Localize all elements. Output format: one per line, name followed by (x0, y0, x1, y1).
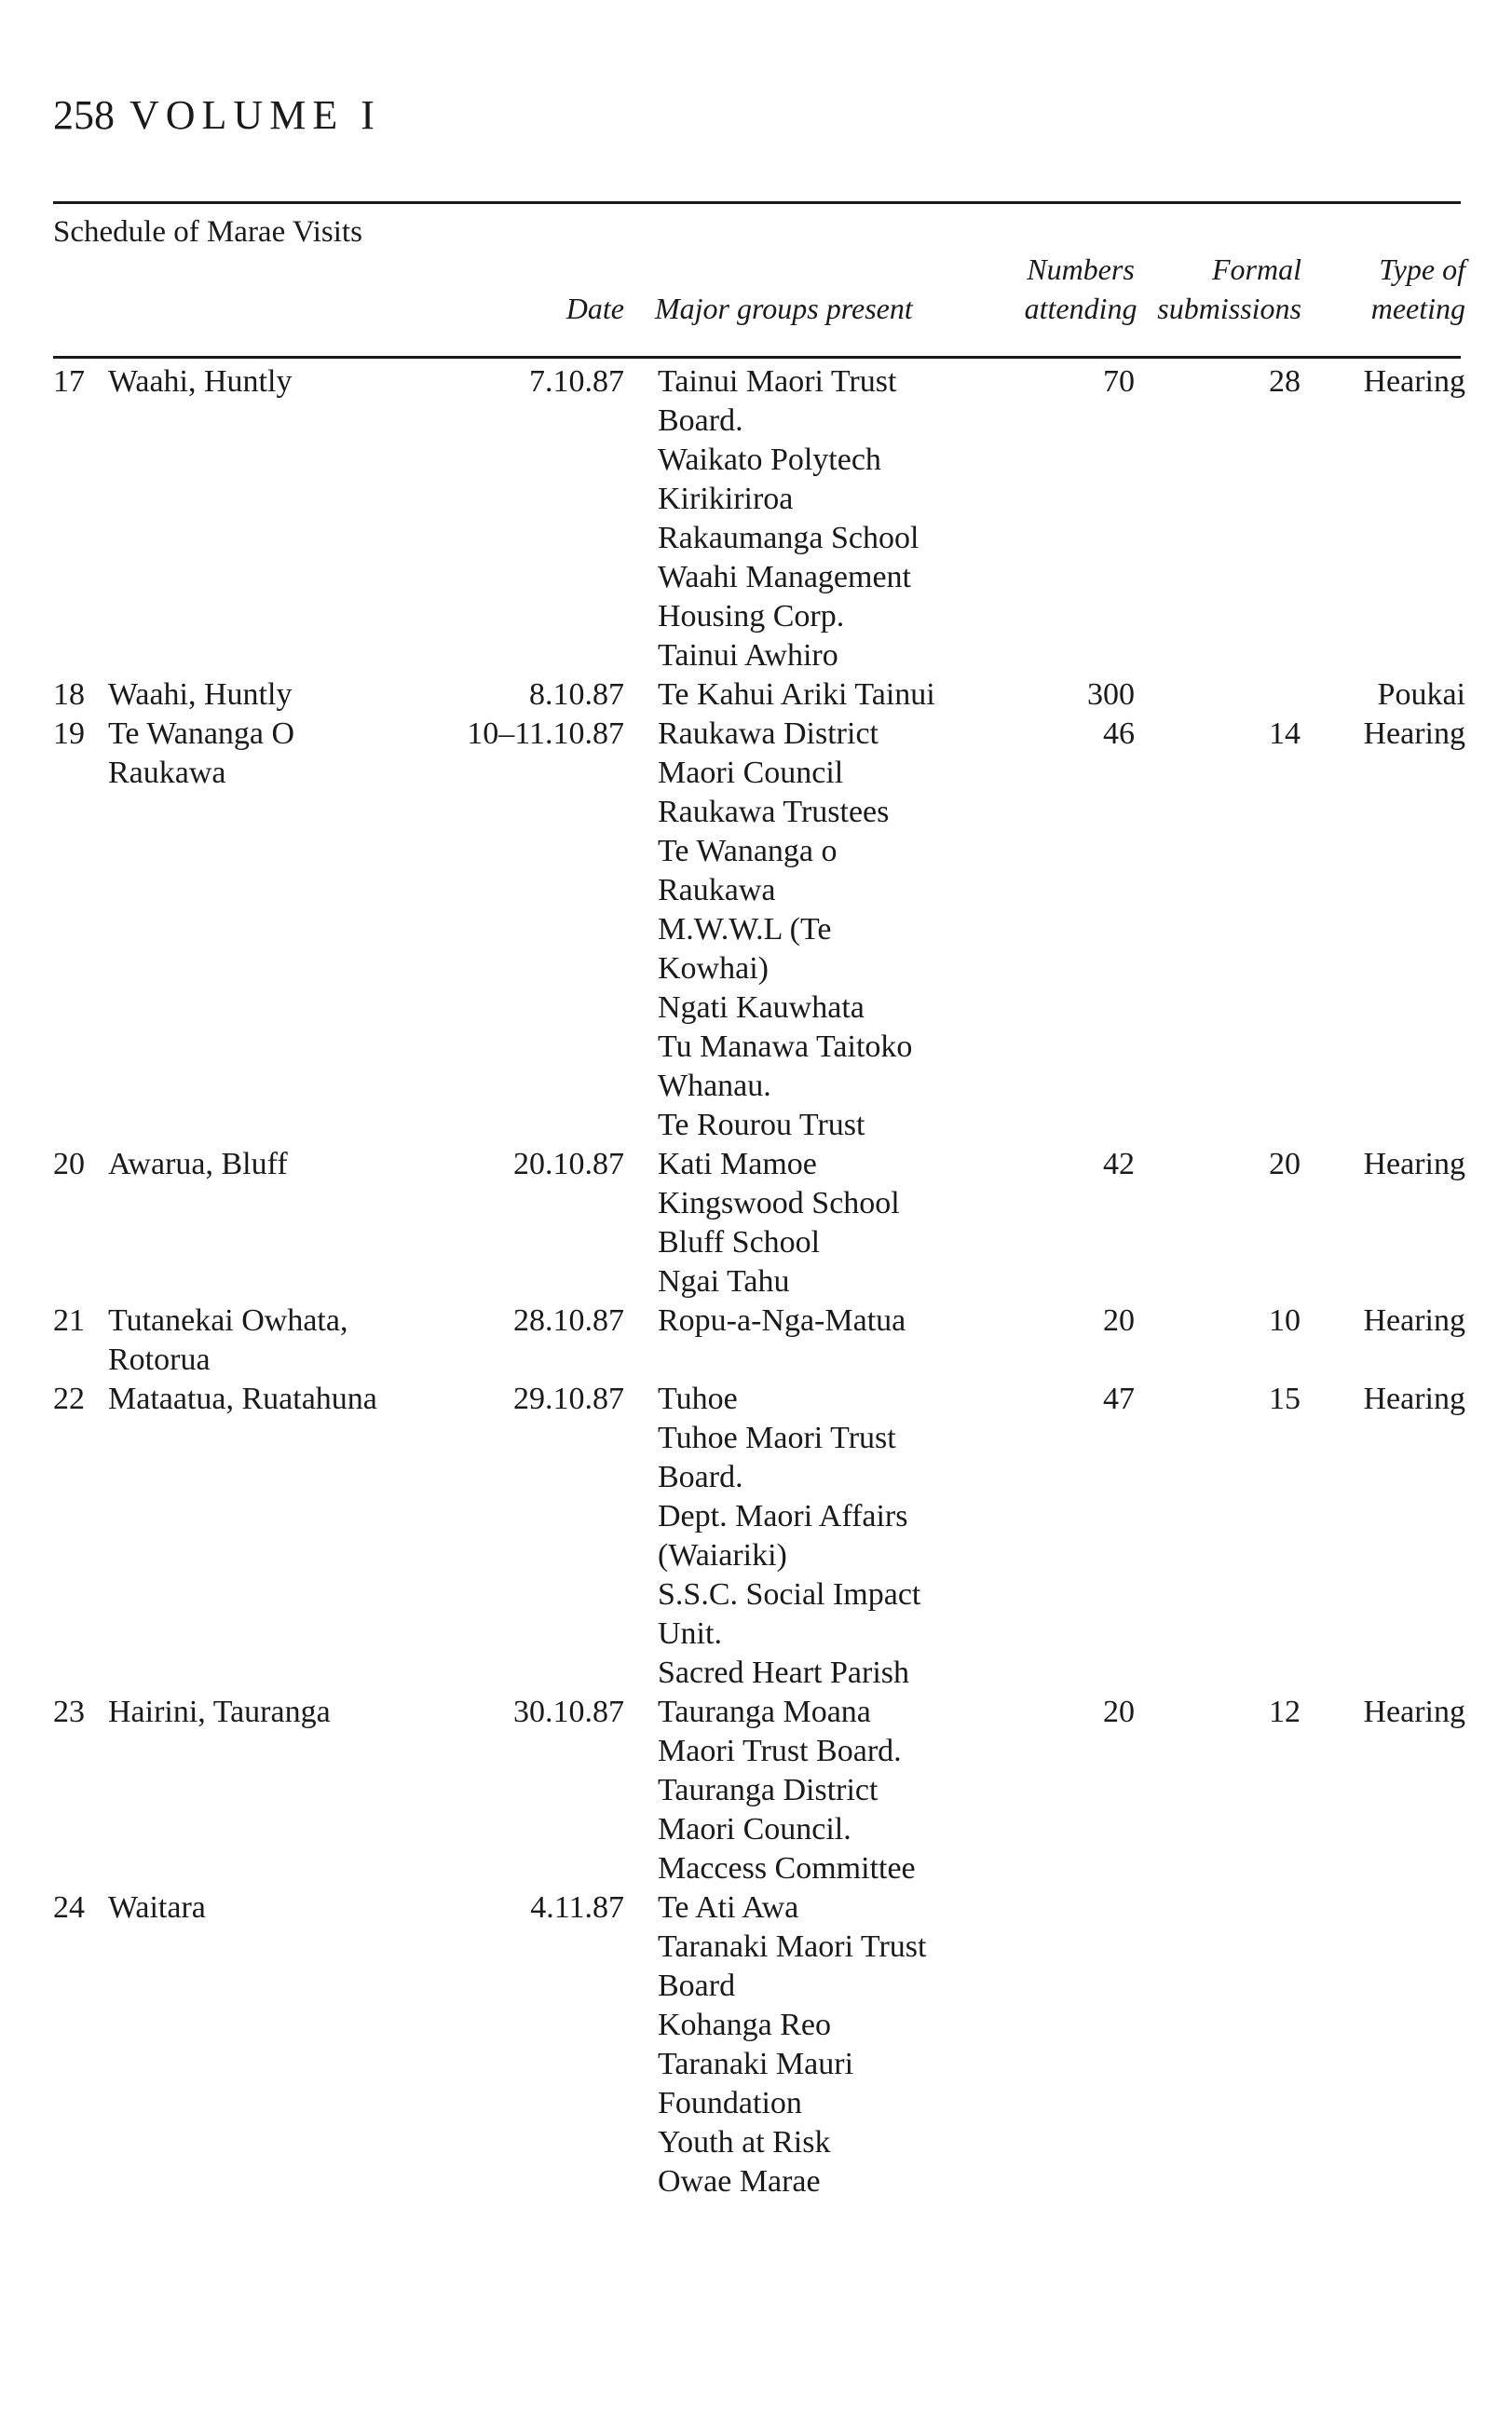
row-groups (658, 715, 912, 1145)
row-date: 20.10.87 (513, 1147, 624, 1181)
group-line: Ngai Tahu (658, 1264, 790, 1299)
page-header (53, 89, 381, 142)
column-header-formal-line2: submissions (1157, 292, 1301, 325)
group-line: Tauranga Moana (658, 1695, 871, 1729)
group-line: Housing Corp. (658, 599, 845, 634)
row-date: 28.10.87 (513, 1303, 624, 1338)
row-number: 18 (53, 677, 85, 712)
row-groups (658, 1693, 916, 1888)
group-line: M.W.W.L (Te (658, 912, 832, 947)
row-type: Hearing (1363, 716, 1465, 751)
column-header-type-line2: meeting (1370, 292, 1465, 325)
row-place (108, 362, 292, 402)
group-line: Tuhoe Maori Trust (658, 1421, 896, 1455)
column-header-numbers-line2: attending (1024, 292, 1137, 325)
column-header-type-line1: Type of (1379, 252, 1465, 286)
group-line: Ropu-a-Nga-Matua (658, 1303, 906, 1338)
row-groups (658, 1145, 900, 1302)
row-type: Hearing (1363, 1303, 1465, 1338)
row-number: 21 (53, 1303, 85, 1338)
row-date: 29.10.87 (513, 1382, 624, 1416)
row-submissions: 10 (1269, 1303, 1301, 1338)
table-row (0, 1302, 1512, 1380)
group-line: Board (658, 1969, 736, 2003)
group-line: Raukawa District (658, 716, 879, 751)
row-attending: 42 (1103, 1147, 1135, 1181)
row-number: 17 (53, 364, 85, 399)
row-date: 30.10.87 (513, 1695, 624, 1729)
place-line: Waitara (108, 1890, 206, 1925)
row-number: 22 (53, 1382, 85, 1416)
table-row (0, 1888, 1512, 2201)
row-type: Poukai (1377, 677, 1465, 712)
group-line: Youth at Risk (658, 2125, 831, 2160)
group-line: Kowhai) (658, 951, 769, 986)
group-line: Owae Marae (658, 2164, 821, 2199)
header-rule (53, 356, 1461, 359)
place-line: Tutanekai Owhata, (108, 1303, 348, 1338)
row-number: 19 (53, 716, 85, 751)
group-line: Te Ati Awa (658, 1890, 799, 1925)
row-attending: 46 (1103, 716, 1135, 751)
row-groups (658, 1888, 927, 2201)
group-line: Board. (658, 403, 743, 438)
row-submissions: 12 (1269, 1695, 1301, 1729)
column-header-groups: Major groups present (655, 292, 913, 325)
group-line: Taranaki Maori Trust (658, 1929, 927, 1964)
row-date: 10–11.10.87 (467, 716, 624, 751)
group-line: Board. (658, 1460, 743, 1494)
place-line: Waahi, Huntly (108, 677, 293, 712)
group-line: (Waiariki) (658, 1538, 787, 1573)
schedule-title: Schedule of Marae Visits (53, 215, 362, 249)
group-line: Kingswood School (658, 1186, 900, 1220)
row-number: 23 (53, 1695, 85, 1729)
table-row (0, 715, 1512, 1145)
group-line: Te Kahui Ariki Tainui (658, 677, 935, 712)
table-row (0, 362, 1512, 675)
column-header-numbers-line1: Numbers (1027, 252, 1135, 286)
row-place (108, 1693, 331, 1732)
page-number: 258 (53, 92, 115, 138)
row-attending: 20 (1103, 1695, 1135, 1729)
row-submissions: 20 (1269, 1147, 1301, 1181)
place-line: Waahi, Huntly (108, 364, 293, 399)
row-groups (658, 675, 935, 715)
row-number: 20 (53, 1147, 85, 1181)
row-type: Hearing (1363, 1382, 1465, 1416)
group-line: Rakaumanga School (658, 521, 919, 555)
table-row (0, 1380, 1512, 1693)
place-line: Awarua, Bluff (108, 1147, 288, 1181)
group-line: Tainui Awhiro (658, 638, 838, 673)
group-line: Taranaki Mauri (658, 2047, 854, 2081)
group-line: Waahi Management (658, 560, 911, 594)
group-line: Tuhoe (658, 1382, 738, 1416)
group-line: Raukawa Trustees (658, 795, 890, 829)
group-line: Maccess Committee (658, 1851, 916, 1886)
group-line: Te Rourou Trust (658, 1108, 865, 1142)
row-place (108, 1145, 288, 1184)
place-line: Rotorua (108, 1342, 211, 1377)
row-type: Hearing (1363, 1695, 1465, 1729)
group-line: S.S.C. Social Impact (658, 1577, 921, 1612)
row-place (108, 675, 292, 715)
group-line: Kirikiriroa (658, 482, 794, 516)
group-line: Sacred Heart Parish (658, 1656, 910, 1690)
row-date: 8.10.87 (529, 677, 624, 712)
column-header-formal-line1: Formal (1212, 252, 1301, 286)
row-attending: 20 (1103, 1303, 1135, 1338)
place-line: Te Wananga O (108, 716, 295, 751)
volume-label: VOLUME I (129, 92, 381, 138)
group-line: Waikato Polytech (658, 443, 881, 477)
row-place (108, 1302, 347, 1380)
group-line: Ngati Kauwhata (658, 990, 865, 1025)
row-attending: 300 (1087, 677, 1135, 712)
table-row (0, 675, 1512, 715)
group-line: Kohanga Reo (658, 2008, 832, 2042)
table-row (0, 1693, 1512, 1888)
group-line: Dept. Maori Affairs (658, 1499, 908, 1533)
group-line: Tauranga District (658, 1773, 879, 1807)
group-line: Raukawa (658, 873, 776, 907)
row-submissions: 14 (1269, 716, 1301, 751)
row-groups (658, 1380, 920, 1693)
row-date: 4.11.87 (530, 1890, 624, 1925)
row-submissions: 15 (1269, 1382, 1301, 1416)
group-line: Bluff School (658, 1225, 821, 1260)
top-rule (53, 201, 1461, 204)
group-line: Unit. (658, 1616, 722, 1651)
row-place (108, 1888, 206, 1928)
row-date: 7.10.87 (529, 364, 624, 399)
row-attending: 47 (1103, 1382, 1135, 1416)
row-groups (658, 1302, 906, 1341)
group-line: Kati Mamoe (658, 1147, 817, 1181)
place-line: Raukawa (108, 756, 226, 790)
row-groups (658, 362, 919, 675)
group-line: Te Wananga o (658, 834, 838, 868)
column-header-date: Date (565, 292, 624, 325)
group-line: Maori Council (658, 756, 844, 790)
group-line: Foundation (658, 2086, 802, 2120)
group-line: Whanau. (658, 1069, 771, 1103)
group-line: Maori Trust Board. (658, 1734, 902, 1768)
row-number: 24 (53, 1890, 85, 1925)
group-line: Tainui Maori Trust (658, 364, 897, 399)
group-line: Maori Council. (658, 1812, 851, 1847)
row-place (108, 715, 294, 793)
row-place (108, 1380, 377, 1419)
row-submissions: 28 (1269, 364, 1301, 399)
schedule-table (0, 362, 1512, 2201)
table-row (0, 1145, 1512, 1302)
row-attending: 70 (1103, 364, 1135, 399)
place-line: Mataatua, Ruatahuna (108, 1382, 377, 1416)
row-type: Hearing (1363, 1147, 1465, 1181)
place-line: Hairini, Tauranga (108, 1695, 331, 1729)
row-type: Hearing (1363, 364, 1465, 399)
group-line: Tu Manawa Taitoko (658, 1029, 913, 1064)
